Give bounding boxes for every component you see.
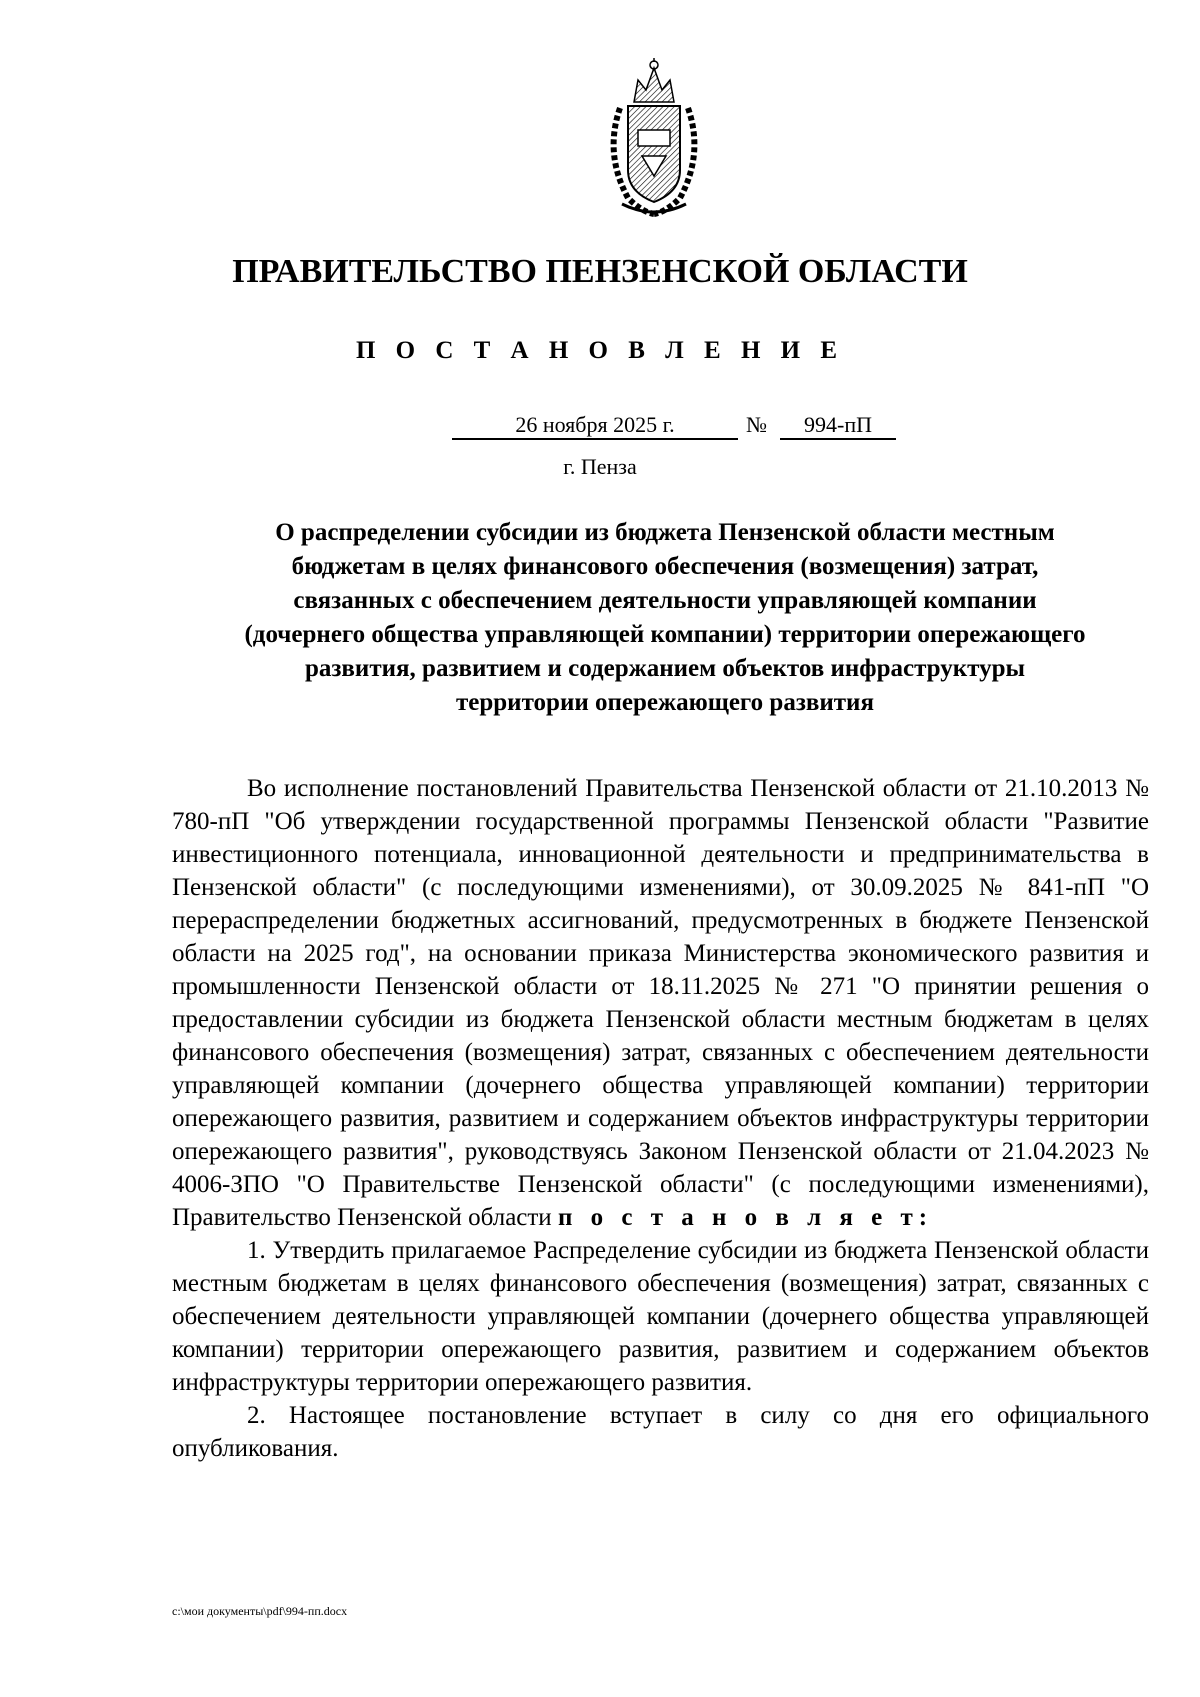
decrees-word: п о с т а н о в л я е т: — [557, 1204, 934, 1231]
heading-line: О распределении субсидии из бюджета Пензенской области местным — [275, 519, 1055, 546]
emblem-drawing — [598, 58, 710, 218]
preamble-paragraph — [172, 772, 1149, 1234]
heading-line: (дочернего общества управляющей компании) территории опережающего — [244, 621, 1086, 648]
number-sign: № — [746, 412, 767, 437]
document-type: П О С Т А Н О В Л Е Н И Е — [355, 337, 845, 364]
file-path-footer: c:\мои документы\pdf\994-пп.docx — [172, 1604, 348, 1618]
preamble-text: Во исполнение постановлений Правительства Пензенской области от 21.10.2013 № 780-пП "Об утверждении государственной программы Пензенской области "Развитие инвестиционного потенциала, инновационной деятельности и предпринимательства в Пензенской области" (с последующими изменениями), от 30.09.2025 № 841-пП "О перераспределении бюджетных ассигнований, предусмотренных в бюджете Пензенской области на 2025 год", на основании приказа Министерства экономического развития и промышленности Пензенской области от 18.11.2025 № 271 "О принятии решения о предоставлении субсидии из бюджета Пензенской области местным бюджетам в целях финансового обеспечения (возмещения) затрат, связанных с обеспечением деятельности управляющей компании (дочернего общества управляющей компании) территории опережающего развития, развитием и содержанием объектов инфраструктуры территории опережающего развития", руководствуясь Законом Пензенской области от 21.04.2023 № 4006-ЗПО "О Правительстве Пензенской области" (с последующими изменениями), Правительство Пензенской области — [172, 775, 1149, 1231]
document-body — [172, 772, 1149, 1465]
document-number: 994-пП — [780, 412, 896, 440]
document-date: 26 ноября 2025 г. — [452, 412, 738, 440]
item-1-paragraph: 1. Утвердить прилагаемое Распределение субсидии из бюджета Пензенской области местным бюджетам в целях финансового обеспечения (возмещения) затрат, связанных с обеспечением деятельности управляющей компании (дочернего общества управляющей компании) территории опережающего развития, развитием и содержанием объектов инфраструктуры территории опережающего развития. — [172, 1237, 1149, 1396]
heading-line: бюджетам в целях финансового обеспечения (возмещения) затрат, — [291, 553, 1039, 580]
document-heading — [170, 516, 1160, 720]
heading-line: связанных с обеспечением деятельности управляющей компании — [293, 587, 1037, 614]
heading-line: территории опережающего развития — [456, 689, 874, 716]
item-2-paragraph: 2. Настоящее постановление вступает в силу со дня его официального опубликования. — [172, 1402, 1149, 1462]
government-title: ПРАВИТЕЛЬСТВО ПЕНЗЕНСКОЙ ОБЛАСТИ — [232, 253, 968, 290]
document-city: г. Пенза — [563, 454, 637, 479]
coat-of-arms-emblem — [598, 58, 710, 218]
heading-line: развития, развитием и содержанием объектов инфраструктуры — [304, 655, 1026, 682]
